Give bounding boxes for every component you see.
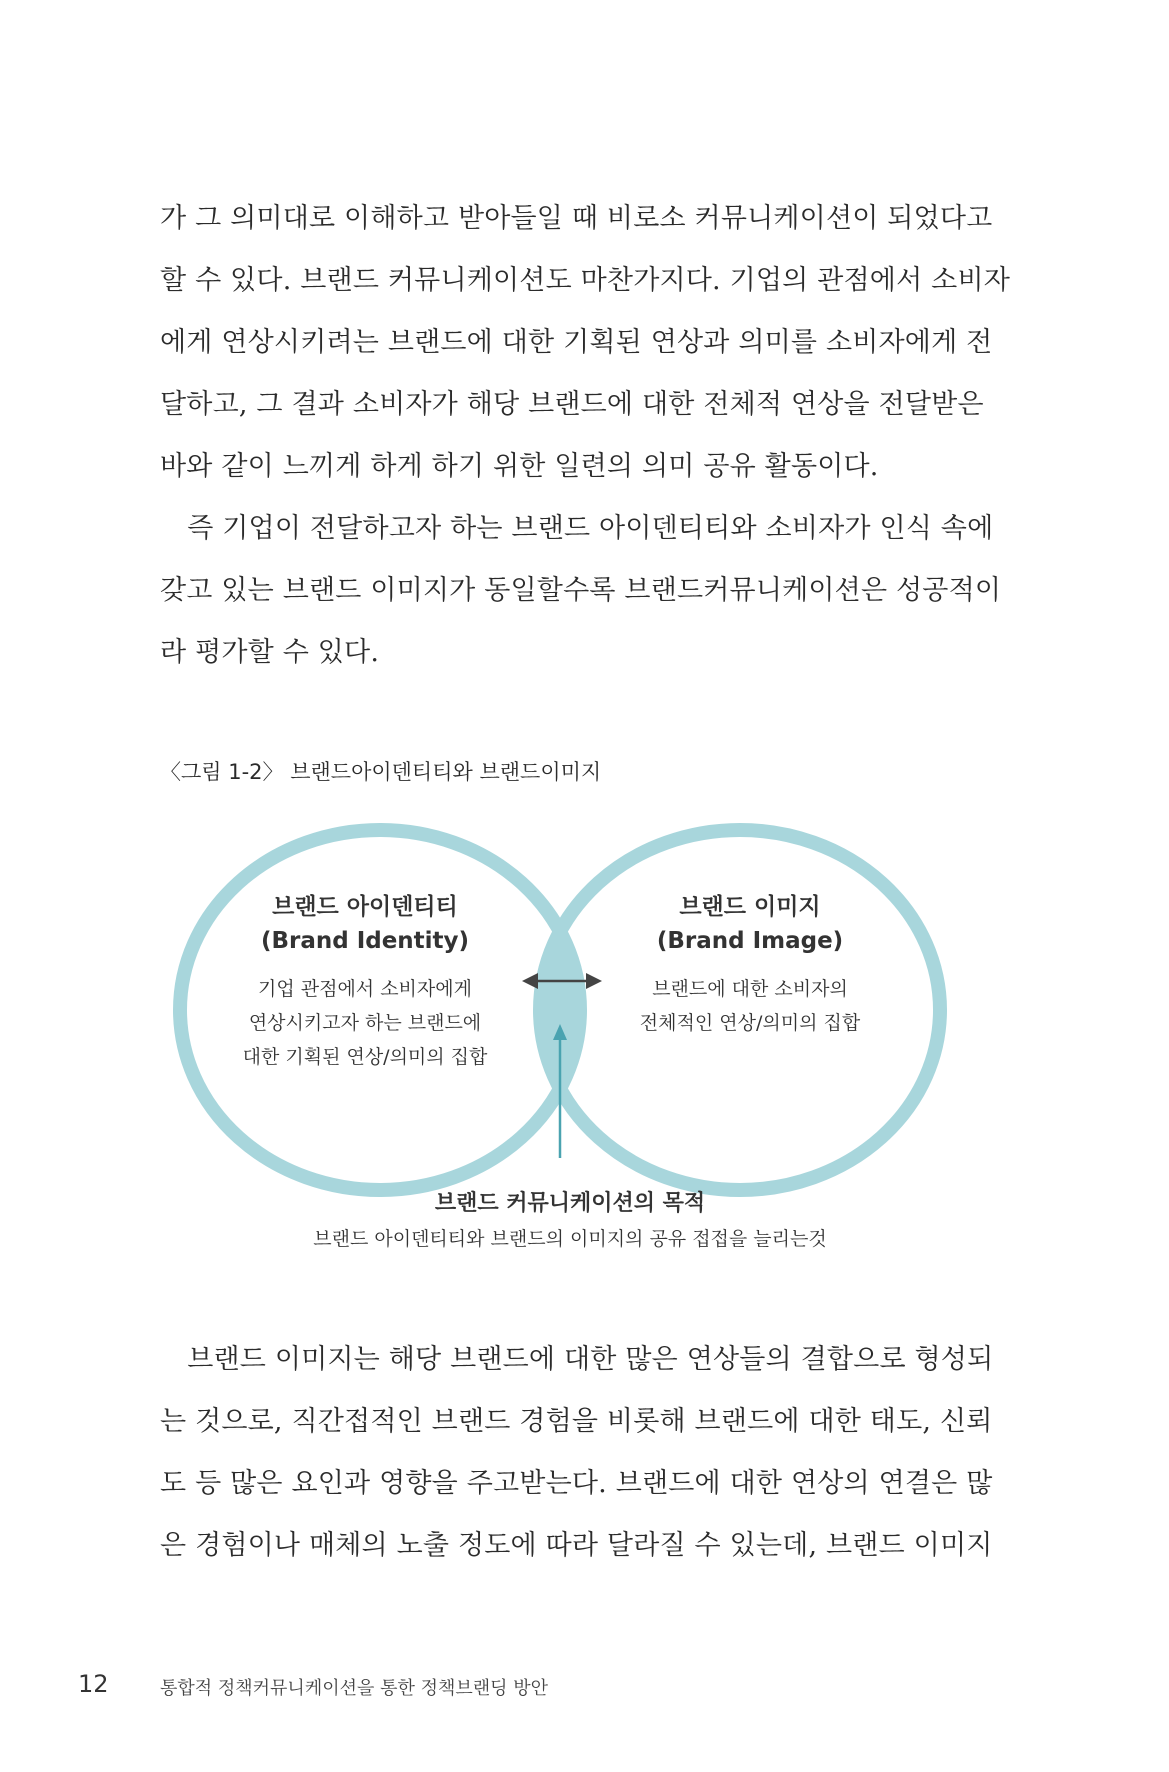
text-line: 할 수 있다. 브랜드 커뮤니케이션도 마찬가지다. 기업의 관점에서 소비자 bbox=[160, 265, 1011, 296]
desc-line: 브랜드에 대한 소비자의 bbox=[652, 978, 848, 1000]
text-line: 갖고 있는 브랜드 이미지가 동일할수록 브랜드커뮤니케이션은 성공적이 bbox=[160, 575, 1002, 606]
text-line: 은 경험이나 매체의 노출 정도에 따라 달라질 수 있는데, 브랜드 이미지 bbox=[160, 1530, 993, 1561]
venn-diagram bbox=[160, 800, 980, 1270]
brand-identity-title-en: (Brand Identity) bbox=[260, 928, 470, 954]
running-title: 통합적 정책커뮤니케이션을 통한 정책브랜딩 방안 bbox=[160, 1678, 549, 1699]
text-line: 달하고, 그 결과 소비자가 해당 브랜드에 대한 전체적 연상을 전달받은 bbox=[160, 389, 984, 420]
brand-identity-text bbox=[220, 890, 510, 1074]
purpose-desc: 브랜드 아이덴티티와 브랜드의 이미지의 공유 접접을 늘리는것 bbox=[313, 1228, 827, 1250]
text-line: 라 평가할 수 있다. bbox=[160, 637, 380, 668]
text-line: 에게 연상시키려는 브랜드에 대한 기획된 연상과 의미를 소비자에게 전 bbox=[160, 327, 993, 358]
desc-line: 대한 기획된 연상/의미의 집합 bbox=[242, 1046, 488, 1068]
text-line: 가 그 의미대로 이해하고 받아들일 때 비로소 커뮤니케이션이 되었다고 bbox=[160, 203, 993, 234]
desc-line: 기업 관점에서 소비자에게 bbox=[258, 978, 472, 1000]
text-line: 는 것으로, 직간접적인 브랜드 경험을 비롯해 브랜드에 대한 태도, 신뢰 bbox=[160, 1406, 993, 1437]
paragraph-3 bbox=[160, 1329, 994, 1577]
text-line: 바와 같이 느끼게 하게 하기 위한 일련의 의미 공유 활동이다. bbox=[160, 451, 879, 482]
page-number: 12 bbox=[78, 1670, 109, 1698]
text-line: 도 등 많은 요인과 영향을 주고받는다. 브랜드에 대한 연상의 연결은 많 bbox=[160, 1468, 993, 1499]
brand-image-title: 브랜드 이미지 bbox=[679, 894, 821, 920]
brand-identity-title: 브랜드 아이덴티티 bbox=[272, 894, 458, 920]
desc-line: 전체적인 연상/의미의 집합 bbox=[639, 1012, 861, 1034]
brand-image-text bbox=[600, 890, 900, 1040]
brand-image-desc bbox=[600, 972, 900, 1040]
desc-line: 연상시키고자 하는 브랜드에 bbox=[248, 1012, 482, 1034]
brand-image-title-en: (Brand Image) bbox=[656, 928, 844, 954]
purpose-title: 브랜드 커뮤니케이션의 목적 bbox=[434, 1191, 706, 1216]
figure-caption: 〈그림 1-2〉 브랜드아이덴티티와 브랜드이미지 bbox=[160, 760, 602, 784]
text-line: 즉 기업이 전달하고자 하는 브랜드 아이덴티티와 소비자가 인식 속에 bbox=[160, 513, 994, 544]
paragraph-1 bbox=[160, 188, 1011, 498]
brand-identity-desc bbox=[220, 972, 510, 1074]
paragraph-2 bbox=[160, 498, 1002, 684]
text-line: 브랜드 이미지는 해당 브랜드에 대한 많은 연상들의 결합으로 형성되 bbox=[160, 1344, 994, 1375]
